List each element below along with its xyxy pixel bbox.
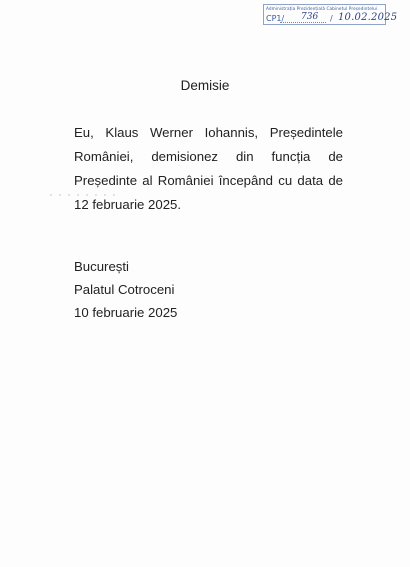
stamp-separator: / bbox=[330, 14, 333, 23]
signature-block bbox=[74, 255, 177, 324]
letter-date: 10 februarie 2025 bbox=[74, 305, 178, 320]
document-title: Demisie bbox=[180, 78, 230, 93]
scan-artifact bbox=[50, 194, 120, 196]
resignation-statement: Eu, Klaus Werner Iohannis, Președintele României, demisionez din funcția de Președinte al României începând cu data de 12 februarie 2025. bbox=[74, 125, 343, 212]
stamp-registration-line bbox=[266, 12, 398, 25]
location: Palatul Cotroceni bbox=[74, 282, 175, 297]
stamp-date: 10.02.2025 bbox=[338, 12, 398, 23]
stamp-code: CP1/ bbox=[266, 14, 285, 23]
stamp-header: Administrația Prezidențială Cabinetul Președintelui bbox=[266, 6, 378, 11]
stamp-number: 736 bbox=[301, 12, 319, 22]
city: București bbox=[74, 259, 129, 274]
registration-stamp bbox=[263, 4, 398, 25]
